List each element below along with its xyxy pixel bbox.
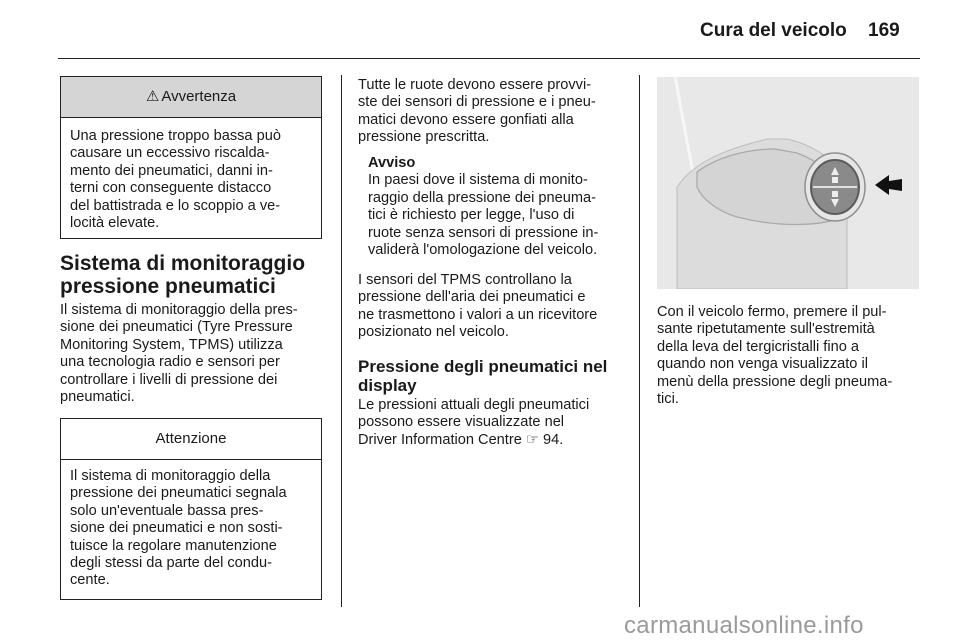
text-line: pneumatici. (60, 389, 135, 406)
text-line: sione dei pneumatici (Tyre Pressure (60, 319, 293, 336)
column-divider-left (341, 75, 342, 607)
section-heading (60, 252, 305, 298)
note-block (368, 155, 598, 259)
page-number: 169 (868, 20, 900, 41)
text-line: posizionato nel veicolo. (358, 324, 509, 341)
wiper-lever-illustration (657, 77, 919, 289)
text-line: Una pressione troppo bassa può (70, 128, 281, 144)
heading-line: Pressione degli pneumatici nel (358, 357, 608, 376)
middle-paragraph-1 (358, 77, 596, 147)
text-line: pressione dell'aria dei pneumatici e (358, 289, 586, 306)
text-line: tici. (657, 391, 679, 408)
text-line: ne trasmettono i valori a un ricevitore (358, 306, 598, 323)
note-title: Avviso (368, 155, 416, 171)
heading-line: pressione pneumatici (60, 275, 276, 298)
text-line: ste dei sensori di pressione e i pneu- (358, 94, 596, 111)
text-line: matici devono essere gonfiati alla (358, 111, 574, 128)
heading-line: display (358, 376, 417, 395)
text-line: raggio della pressione dei pneuma- (368, 189, 596, 206)
text-line: ruote senza sensori di pressione in- (368, 224, 599, 241)
text-line: terni con conseguente distacco (70, 180, 272, 197)
text-line: tuisce la regolare manutenzione (70, 537, 277, 554)
text-line: pressione prescritta. (358, 129, 490, 146)
text-line: In paesi dove il sistema di monito- (368, 172, 588, 189)
text-line: cente. (70, 572, 110, 589)
text-line: Monitoring System, TPMS) utilizza (60, 336, 283, 353)
text-line: Il sistema di monitoraggio della pres- (60, 302, 298, 318)
text-line: Driver Information Centre ☞ 94. (358, 431, 564, 448)
header-rule (58, 58, 920, 59)
text-line: Con il veicolo fermo, premere il pul- (657, 304, 887, 320)
text-line: Le pressioni attuali degli pneumatici (358, 397, 590, 413)
heading-line: Sistema di monitoraggio (60, 252, 306, 275)
text-line: menù della pressione degli pneuma- (657, 373, 893, 390)
text-line: degli stessi da parte del condu- (70, 555, 273, 572)
text-line: causare un eccessivo riscalda- (70, 145, 270, 162)
text-line: locità elevate. (70, 215, 160, 232)
subheading (358, 357, 607, 395)
wiper-lever-button-icon (657, 77, 919, 289)
caution-box-header (61, 419, 321, 460)
text-line: Il sistema di monitoraggio della (70, 468, 271, 484)
section-intro (60, 302, 298, 406)
text-line: del battistrada e lo scoppio a ve- (70, 197, 281, 214)
warning-box-header (61, 77, 321, 118)
right-paragraph (657, 304, 892, 408)
middle-paragraph-3 (358, 397, 589, 449)
text-line: tici è richiesto per legge, l'uso di (368, 207, 575, 224)
warning-triangle-icon: ⚠ (145, 88, 160, 105)
header-title: Cura del veicolo (700, 20, 847, 41)
caution-box-title: Attenzione (155, 430, 227, 447)
warning-box-title: Avvertenza (161, 88, 237, 105)
text-line: controllare i livelli di pressione dei (60, 371, 278, 388)
text-line: validerà l'omologazione del veicolo. (368, 242, 598, 259)
text-line: della leva del tergicristalli fino a (657, 338, 859, 355)
caution-box (60, 418, 322, 600)
text-line: mento dei pneumatici, danni in- (70, 162, 273, 179)
middle-paragraph-2 (358, 272, 597, 342)
text-line: I sensori del TPMS controllano la (358, 272, 572, 288)
text-line: sione dei pneumatici e non sosti- (70, 520, 283, 537)
text-line: quando non venga visualizzato il (657, 356, 868, 373)
warning-box (60, 76, 322, 239)
text-line: possono essere visualizzate nel (358, 414, 565, 431)
watermark: carmanualsonline.info (624, 612, 864, 639)
text-line: solo un'eventuale bassa pres- (70, 502, 264, 519)
caution-box-text (61, 460, 321, 598)
column-divider-right (639, 75, 640, 607)
text-line: sante ripetutamente sull'estremità (657, 321, 875, 338)
text-line: una tecnologia radio e sensori per (60, 354, 280, 371)
text-line: Tutte le ruote devono essere provvi- (358, 77, 592, 93)
text-line: pressione dei pneumatici segnala (70, 485, 287, 502)
warning-box-text (61, 118, 321, 240)
